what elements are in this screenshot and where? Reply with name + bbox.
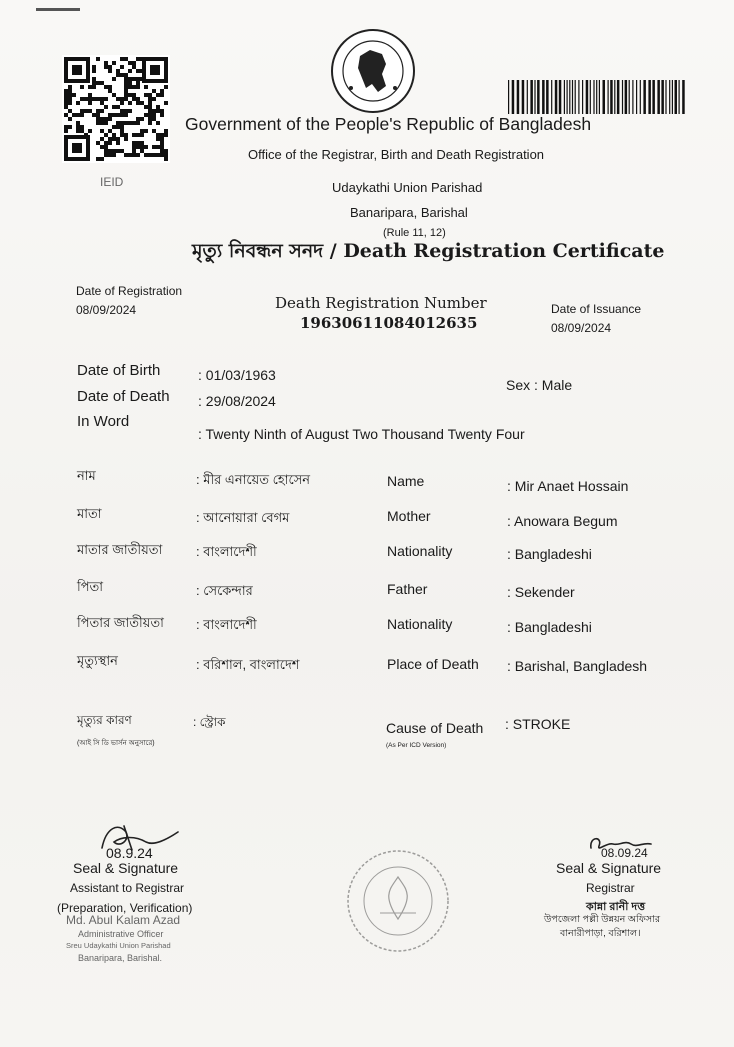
left-officer-office: Sreu Udaykathi Union Parishad bbox=[66, 941, 171, 950]
en-cause-value: : STROKE bbox=[505, 716, 571, 732]
bn-cause-value: : স্ট্রোক bbox=[193, 715, 226, 729]
rule-reference: (Rule 11, 12) bbox=[383, 227, 446, 239]
en-father-nationality-label: Nationality bbox=[387, 616, 453, 632]
left-role: Assistant to Registrar bbox=[70, 881, 185, 895]
scan-mark bbox=[36, 8, 80, 11]
birth-date-value: : 01/03/1963 bbox=[198, 367, 276, 383]
left-role-sub: (Preparation, Verification) bbox=[57, 901, 193, 915]
bn-father-value: : সেকেন্দার bbox=[196, 583, 253, 598]
bn-father-nationality-label: পিতার জাতীয়তা bbox=[77, 615, 164, 630]
en-mother-nationality-value: : Bangladeshi bbox=[507, 546, 592, 562]
bn-mother-value: : আনোয়ারা বেগম bbox=[196, 510, 290, 525]
qr-caption: IEID bbox=[100, 175, 124, 189]
registration-date-label: Date of Registration bbox=[76, 284, 183, 298]
left-seal-title: Seal & Signature bbox=[73, 860, 179, 876]
bn-name-label: নাম bbox=[77, 468, 96, 483]
sex-value: Sex : Male bbox=[506, 377, 573, 393]
bn-mother-label: মাতা bbox=[77, 506, 102, 521]
death-date-value: : 29/08/2024 bbox=[198, 393, 276, 409]
left-officer-name: Md. Abul Kalam Azad bbox=[66, 913, 181, 927]
office-title: Office of the Registrar, Birth and Death Registration bbox=[248, 147, 545, 162]
bn-father-nationality-value: : বাংলাদেশী bbox=[196, 617, 257, 632]
bn-father-label: পিতা bbox=[77, 579, 104, 594]
bn-death-place-label: মৃত্যুস্থান bbox=[77, 653, 118, 668]
en-cause-label: Cause of Death bbox=[386, 720, 484, 736]
en-death-place-label: Place of Death bbox=[387, 656, 479, 672]
en-name-label: Name bbox=[387, 473, 425, 489]
en-mother-label: Mother bbox=[387, 508, 431, 524]
en-cause-note: (As Per ICD Version) bbox=[386, 742, 447, 749]
bn-death-place-value: : বরিশাল, বাংলাদেশ bbox=[196, 657, 300, 672]
certificate-title: মৃত্যু নিবন্ধন সনদ / Death Registration Certificate bbox=[192, 240, 665, 262]
right-role: Registrar bbox=[586, 881, 635, 895]
bn-mother-nationality-value: : বাংলাদেশী bbox=[196, 544, 257, 559]
en-name-value: : Mir Anaet Hossain bbox=[507, 478, 629, 494]
right-signature-date: 08.09.24 bbox=[601, 846, 648, 860]
union-name: Udaykathi Union Parishad bbox=[332, 180, 483, 195]
birth-date-label: Date of Birth bbox=[77, 362, 161, 379]
location: Banaripara, Barishal bbox=[350, 205, 468, 220]
left-officer-location: Banaripara, Barishal. bbox=[78, 953, 163, 963]
issuance-date-value: 08/09/2024 bbox=[551, 321, 612, 335]
death-date-label: Date of Death bbox=[77, 388, 170, 405]
qr-code bbox=[62, 55, 170, 163]
registration-date-value: 08/09/2024 bbox=[76, 303, 137, 317]
en-mother-nationality-label: Nationality bbox=[387, 543, 453, 559]
issuance-date-label: Date of Issuance bbox=[551, 302, 642, 316]
en-death-place-value: : Barishal, Bangladesh bbox=[507, 658, 648, 674]
left-officer-designation: Administrative Officer bbox=[78, 929, 164, 939]
en-father-value: : Sekender bbox=[507, 584, 575, 600]
in-word-label: In Word bbox=[77, 413, 130, 430]
bn-name-value: : মীর এনায়েত হোসেন bbox=[196, 472, 311, 487]
right-officer-name: কান্না রানী দত্ত bbox=[586, 901, 646, 913]
office-stamp-icon bbox=[344, 847, 452, 955]
government-title: Government of the People's Republic of Bangladesh bbox=[185, 114, 592, 134]
en-father-nationality-value: : Bangladeshi bbox=[507, 619, 592, 635]
registration-number-label: Death Registration Number bbox=[275, 294, 487, 312]
en-mother-value: : Anowara Begum bbox=[507, 513, 618, 529]
bn-cause-note: (আই সি ডি ভার্সন অনুসারে) bbox=[77, 740, 155, 747]
registration-number-value: 19630611084012635 bbox=[300, 314, 478, 332]
bn-cause-label: মৃত্যুর কারণ bbox=[77, 713, 132, 727]
right-seal-title: Seal & Signature bbox=[556, 860, 662, 876]
left-signature-date: 08.9.24 bbox=[106, 845, 153, 861]
right-officer-designation: উপজেলা পল্লী উন্নয়ন অফিসার bbox=[544, 914, 661, 925]
in-word-value: : Twenty Ninth of August Two Thousand Twenty Four bbox=[198, 426, 525, 442]
government-seal-icon bbox=[330, 28, 416, 114]
en-father-label: Father bbox=[387, 581, 428, 597]
right-officer-location: বানারীপাড়া, বরিশাল। bbox=[560, 928, 641, 939]
bn-mother-nationality-label: মাতার জাতীয়তা bbox=[77, 542, 163, 557]
barcode bbox=[508, 80, 688, 114]
